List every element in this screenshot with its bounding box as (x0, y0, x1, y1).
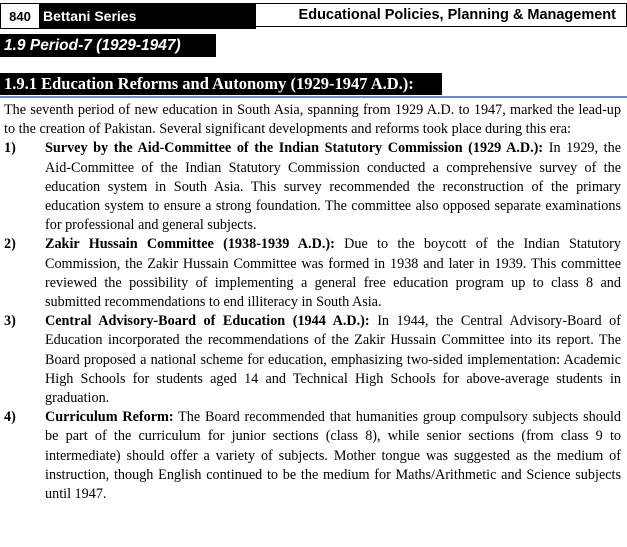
list-item-number: 2) (4, 236, 16, 253)
document-body (4, 101, 621, 504)
list-item-heading: Zakir Hussain Committee (1938-1939 A.D.): (45, 236, 335, 253)
list-item-text (45, 235, 621, 312)
header-left-block (0, 3, 256, 29)
list-item-number: 4) (4, 409, 16, 426)
list-item (4, 139, 621, 235)
book-title: Educational Policies, Planning & Management (255, 3, 627, 27)
list-item-heading: Curriculum Reform: (45, 409, 174, 426)
heading-underline (0, 96, 627, 98)
list-item-text (45, 139, 621, 235)
list-item-body: Due to the boycott of the Indian Statutory Commission, the Zakir Hussain Committee was formed in 1938 and later in 1939. This committee reviewed the possibility of implementing a general free education program up to class 8 and submitted recommendations to end illiteracy in South Asia. (45, 236, 621, 311)
page-number: 840 (1, 4, 39, 28)
list-item-body: In 1929, the Aid-Committee of the Indian Statutory Commission conducted a comprehensive survey of the education system in South Asia. This survey recommended the reconstruction of the primary education system to ensure a strong foundation. The committee also opposed separate examinations for professional and general subjects. (45, 140, 622, 234)
list-item-text (45, 312, 621, 408)
list-item-text (45, 408, 621, 504)
list-item-number: 3) (4, 313, 16, 330)
intro-paragraph: The seventh period of new education in South Asia, spanning from 1929 A.D. to 1947, marked the lead-up to the creation of Pakistan. Several significant developments and reforms took place during this era: (4, 102, 621, 138)
list-item-body: In 1944, the Central Advisory-Board of Education incorporated the recommendations of the Zakir Hussain Committee into its report. The Board proposed a national scheme for education, emphasizing two-sided implementation: Academic High Schools for students aged 14 and Technical High Schools for above-average students in graduation. (45, 313, 621, 407)
series-name: Bettani Series (43, 8, 137, 24)
list-item-heading: Central Advisory-Board of Education (1944 A.D.): (45, 313, 370, 330)
list-item-number: 1) (4, 140, 16, 157)
list-item (4, 312, 621, 408)
subsection-heading: 1.9.1 Education Reforms and Autonomy (1929-1947 A.D.): (0, 73, 442, 95)
list-item-body: The Board recommended that humanities group compulsory subjects should be part of the curriculum for junior sections (class 8), while senior sections (from class 9 to intermediate) should offer a variety of subjects. Mother tongue was suggested as the medium of instruction, though English continued to be the medium for Maths/Arithmetic and Science subjects until 1947. (45, 409, 621, 503)
list-item (4, 235, 621, 312)
section-heading: 1.9 Period-7 (1929-1947) (0, 34, 216, 57)
list-item-heading: Survey by the Aid-Committee of the Indian Statutory Commission (1929 A.D.): (45, 140, 544, 157)
page-header (0, 3, 627, 28)
list-item (4, 408, 621, 504)
